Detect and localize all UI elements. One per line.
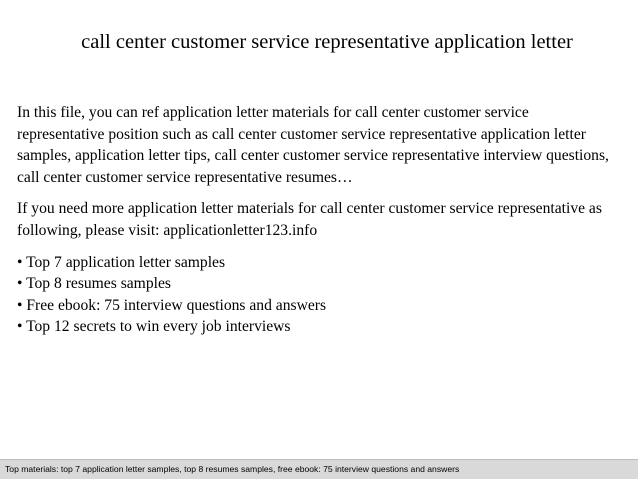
materials-list (17, 252, 617, 338)
list-item: • Top 7 application letter samples (17, 253, 226, 271)
list-item: • Free ebook: 75 interview questions and answers (17, 296, 327, 314)
more-info-paragraph: If you need more application letter materials for call center customer service representative as following, please visit: applicationletter123.info (17, 200, 602, 239)
page-title: call center customer service representative application letter (81, 31, 573, 53)
paragraph-spacer (17, 188, 617, 198)
footer-bar: Top materials: top 7 application letter samples, top 8 resumes samples, free ebook: 75 interview questions and answers (0, 459, 638, 479)
paragraph-spacer (17, 242, 617, 252)
list-item: • Top 12 secrets to win every job interviews (17, 318, 291, 336)
document-body (17, 102, 617, 338)
list-item: • Top 8 resumes samples (17, 275, 171, 293)
intro-paragraph: In this file, you can ref application letter materials for call center customer service representative position such as call center customer service representative application letter samples, application letter tips, call center customer service representative interview questions, call center customer service representative resumes… (17, 104, 609, 186)
